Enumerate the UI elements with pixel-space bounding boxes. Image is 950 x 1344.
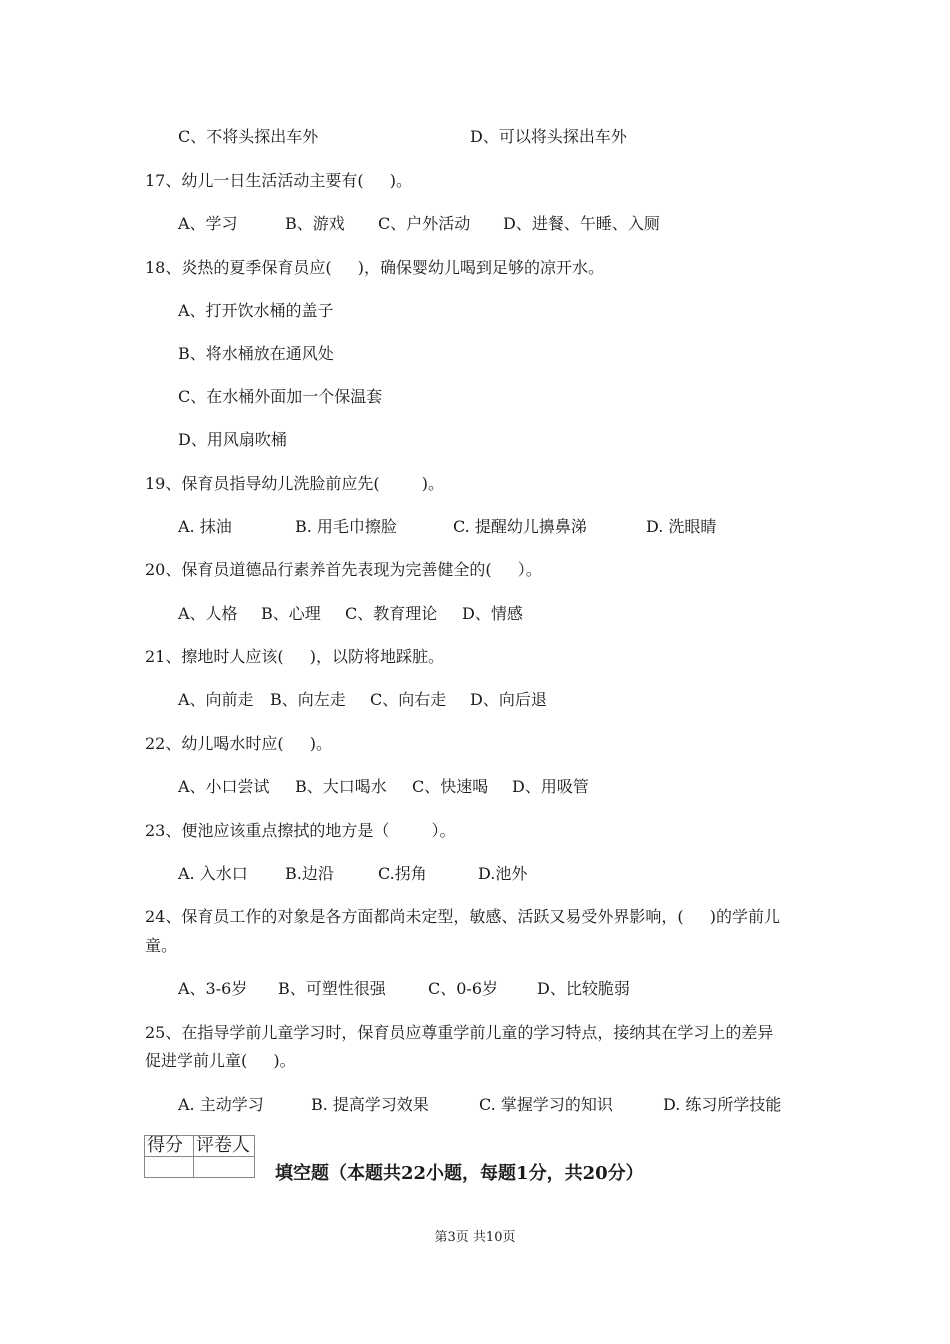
- q25-option-b: B. 提高学习效果: [311, 1095, 429, 1114]
- q17-option-c: C、户外活动: [378, 214, 471, 233]
- score-table-blank-row: [145, 1157, 255, 1178]
- section-title: 填空题（本题共22小题，每题1分，共20分）: [275, 1163, 644, 1184]
- q19-option-d: D. 洗眼睛: [646, 517, 717, 536]
- score-cell: [145, 1157, 194, 1178]
- q19-option-c: C. 提醒幼儿擤鼻涕: [453, 517, 587, 536]
- q20-option-c: C、教育理论: [345, 604, 438, 623]
- q22-option-b: B、大口喝水: [295, 777, 387, 796]
- q23-stem: 23、便池应该重点擦拭的地方是（ ）。: [145, 821, 456, 840]
- q21-stem: 21、擦地时人应该( )，以防将地踩脏。: [145, 647, 445, 666]
- q18-option-b: B、将水桶放在通风处: [178, 344, 334, 363]
- q21-option-a: A、向前走: [178, 690, 254, 709]
- score-header: 得分: [145, 1136, 194, 1157]
- q25-option-d: D. 练习所学技能: [663, 1095, 782, 1114]
- q17-option-a: A、学习: [178, 214, 238, 233]
- q24-option-d: D、比较脆弱: [537, 979, 630, 998]
- q25-stem-line1: 25、在指导学前儿童学习时，保育员应尊重学前儿童的学习特点，接纳其在学习上的差异: [145, 1023, 774, 1042]
- q20-option-a: A、人格: [178, 604, 238, 623]
- q21-option-c: C、向右走: [370, 690, 447, 709]
- score-table: [144, 1135, 255, 1178]
- q17-option-b: B、游戏: [285, 214, 345, 233]
- q17-stem: 17、幼儿一日生活活动主要有( )。: [145, 171, 413, 190]
- q21-option-d: D、向后退: [470, 690, 547, 709]
- q16-option-d: D、可以将头探出车外: [470, 127, 627, 146]
- page-footer: 第3页 共10页: [434, 1230, 516, 1245]
- grader-header: 评卷人: [194, 1136, 255, 1157]
- q23-option-b: B.边沿: [285, 864, 334, 883]
- q18-option-c: C、在水桶外面加一个保温套: [178, 387, 383, 406]
- q20-option-d: D、情感: [462, 604, 523, 623]
- q20-stem: 20、保育员道德品行素养首先表现为完善健全的( ）。: [145, 560, 542, 579]
- q22-stem: 22、幼儿喝水时应( )。: [145, 734, 333, 753]
- q21-option-b: B、向左走: [270, 690, 346, 709]
- q19-stem: 19、保育员指导幼儿洗脸前应先( )。: [145, 474, 445, 493]
- q25-option-a: A. 主动学习: [178, 1095, 264, 1114]
- q23-option-d: D.池外: [478, 864, 528, 883]
- q22-option-a: A、小口尝试: [178, 777, 270, 796]
- q25-option-c: C. 掌握学习的知识: [479, 1095, 613, 1114]
- q20-option-b: B、心理: [261, 604, 321, 623]
- q17-option-d: D、进餐、午睡、入厕: [503, 214, 660, 233]
- grader-cell: [194, 1157, 255, 1178]
- q18-option-d: D、用风扇吹桶: [178, 430, 287, 449]
- q25-stem-line2: 促进学前儿童( )。: [145, 1051, 296, 1070]
- q23-option-a: A. 入水口: [178, 864, 248, 883]
- q24-option-b: B、可塑性很强: [278, 979, 386, 998]
- q18-stem: 18、炎热的夏季保育员应( )，确保婴幼儿喝到足够的凉开水。: [145, 258, 605, 277]
- q24-option-a: A、3-6岁: [178, 979, 248, 998]
- q19-option-b: B. 用毛巾擦脸: [295, 517, 397, 536]
- q19-option-a: A. 抹油: [178, 517, 232, 536]
- q22-option-c: C、快速喝: [412, 777, 489, 796]
- q18-option-a: A、打开饮水桶的盖子: [178, 301, 334, 320]
- q24-stem-line2: 童。: [145, 936, 178, 955]
- q24-option-c: C、0-6岁: [428, 979, 499, 998]
- q24-stem-line1: 24、保育员工作的对象是各方面都尚未定型，敏感、活跃又易受外界影响，( )的学前儿: [145, 907, 781, 926]
- q16-option-c: C、不将头探出车外: [178, 127, 319, 146]
- score-table-header-row: [145, 1136, 255, 1157]
- q22-option-d: D、用吸管: [512, 777, 589, 796]
- q23-option-c: C.拐角: [378, 864, 427, 883]
